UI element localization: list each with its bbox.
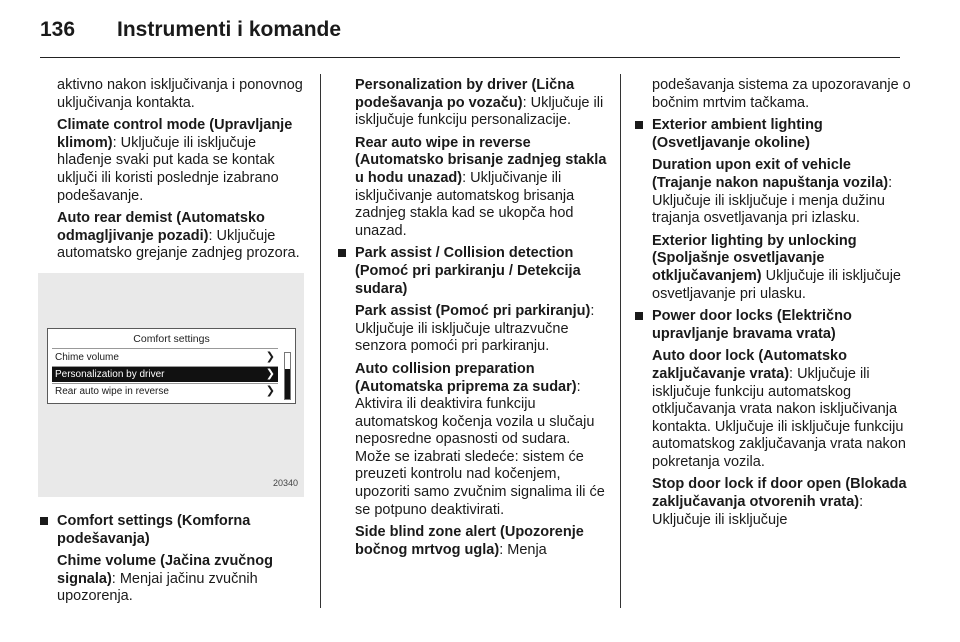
blind-zone-desc: : Menja xyxy=(499,541,547,558)
unlock-lighting-desc: Uključuje ili isključuje osvetljavanje pri ulasku. xyxy=(652,267,902,302)
figure-code: 20340 xyxy=(272,478,298,489)
blind-zone-item xyxy=(355,524,608,559)
personalization-desc: : Uključuje ili isključuje funkciju personalizacije. xyxy=(355,94,604,129)
menu-item-chime-volume[interactable] xyxy=(52,350,278,365)
rear-demist-term: Auto rear demist (Automatsko odmagljivanje pozadi) xyxy=(57,210,265,244)
auto-door-lock-item xyxy=(652,348,911,471)
rear-demist-desc: : Uključuje automatsko grejanje zadnjeg prozora. xyxy=(57,227,300,262)
comfort-settings-figure xyxy=(38,273,304,497)
exit-duration-item xyxy=(652,157,911,227)
scrollbar-thumb[interactable] xyxy=(285,369,290,399)
comfort-settings-heading: Comfort settings (Komforna podešavanja) xyxy=(38,513,306,548)
power-locks-heading: Power door locks (Električno upravljanje bravama vrata) xyxy=(633,308,911,343)
park-assist-heading: Park assist / Collision detection (Pomoć pri parkiranju / Detekcija sudara) xyxy=(336,245,608,298)
exit-duration-term: Duration upon exit of vehicle (Trajanje nakon napuštanja vozila) xyxy=(652,157,889,191)
exit-duration-desc: : Uključuje ili isključuje i menja dužinu trajanja osvetljavanja pri izlasku. xyxy=(652,174,893,227)
personalization-term: Personalization by driver (Lična podešavanja po vozaču) xyxy=(355,77,575,111)
rear-wipe-item xyxy=(355,135,608,241)
column-2 xyxy=(336,77,608,564)
auto-door-lock-term: Auto door lock (Automatsko zaključavanje vrata) xyxy=(652,348,847,382)
column-1 xyxy=(38,77,306,611)
menu-item-rear-wipe[interactable] xyxy=(52,384,278,399)
park-assist-item xyxy=(355,303,608,356)
screen-title: Comfort settings xyxy=(133,332,210,345)
scrollbar[interactable] xyxy=(284,352,291,400)
unlock-lighting-item xyxy=(652,233,911,303)
park-assist-desc: : Uključuje ili isključuje ultrazvučne senzora pomoći pri parkiranju. xyxy=(355,303,595,355)
chime-volume-desc: : Menjai jačinu zvučnih upozorenja. xyxy=(57,570,258,605)
header-rule xyxy=(40,57,900,58)
menu-item-label: Personalization by driver xyxy=(55,368,165,380)
stop-door-lock-item xyxy=(652,476,911,529)
chime-volume-item xyxy=(57,553,306,606)
park-assist-term: Park assist (Pomoć pri parkiranju) xyxy=(355,303,591,320)
climate-control-desc: : Uključuje ili isključuje hlađenje svaki put kada se kontak uključi ili koristi poslednje izabrano podešavanje. xyxy=(57,134,279,204)
collision-prep-term: Auto collision preparation (Automatska priprema za sudar) xyxy=(355,360,577,395)
col3-paragraph: podešavanja sistema za upozoravanje o bočnim mrtvim tačkama. xyxy=(652,77,911,111)
climate-control-term: Climate control mode (Upravljanje klimom) xyxy=(57,117,293,151)
rear-demist-item xyxy=(57,210,306,263)
collision-prep-item xyxy=(355,361,608,519)
page-number: 136 xyxy=(40,18,76,41)
column-divider-2 xyxy=(620,74,621,608)
ambient-lighting-heading: Exterior ambient lighting (Osvetljavanje okoline) xyxy=(633,117,911,152)
bullet-square-icon xyxy=(338,249,346,257)
chevron-right-icon: ❯ xyxy=(265,367,275,380)
rear-wipe-term: Rear auto wipe in reverse (Automatsko brisanje zadnjeg stakla u hodu unazad) xyxy=(355,134,607,186)
bullet-square-icon xyxy=(635,312,643,320)
column-3 xyxy=(633,77,911,534)
col1-paragraph: aktivno nakon isključivanja i ponovnog uključivanja kontakta. xyxy=(57,77,303,111)
stop-door-lock-desc: : Uključuje ili isključuje xyxy=(652,494,864,528)
blind-zone-term: Side blind zone alert (Upozorenje bočnog mrtvog ugla) xyxy=(355,524,584,558)
personalization-item xyxy=(355,77,608,130)
auto-door-lock-desc: : Uključuje ili isključuje funkciju automatskog otključavanja vrata nakon isključivanja kontakta. Uključuje ili isključuje funkciju automatskog zaključavanja vrata nakon pokretanja vozila. xyxy=(652,365,906,470)
bullet-square-icon xyxy=(40,517,48,525)
chevron-right-icon: ❯ xyxy=(265,384,275,397)
chevron-right-icon: ❯ xyxy=(265,350,275,363)
col1-body xyxy=(38,77,306,263)
climate-control-item xyxy=(57,117,306,205)
menu-item-personalization[interactable] xyxy=(52,367,278,382)
column-divider-1 xyxy=(320,74,321,608)
menu-item-label: Chime volume xyxy=(55,351,119,363)
rear-wipe-desc: : Uključivanje ili isključivanje automatskog brisanja zadnjeg stakla kad se ukopča hod unazad. xyxy=(355,169,575,239)
comfort-settings-screen xyxy=(47,328,296,404)
chime-volume-term: Chime volume (Jačina zvučnog signala) xyxy=(57,553,273,587)
unlock-lighting-term: Exterior lighting by unlocking (Spoljašnje osvetljavanje otključavanjem) xyxy=(652,232,857,284)
screen-separator xyxy=(52,348,278,349)
page-title: Instrumenti i komande xyxy=(117,18,342,41)
menu-item-label: Rear auto wipe in reverse xyxy=(55,385,169,397)
bullet-square-icon xyxy=(635,121,643,129)
collision-prep-desc: : Aktivira ili deaktivira funkciju automatskog kočenja vozila u slučaju neposredne opasnosti od sudara. Može se izabrati sledeće: sistem će preuzeti kontrolu nad kočenjem, upozoriti samo zvučnim signalima ili će se potpuno deaktivirati. xyxy=(355,378,605,518)
stop-door-lock-term: Stop door lock if door open (Blokada zaključavanja otvorenih vrata) xyxy=(652,476,907,511)
